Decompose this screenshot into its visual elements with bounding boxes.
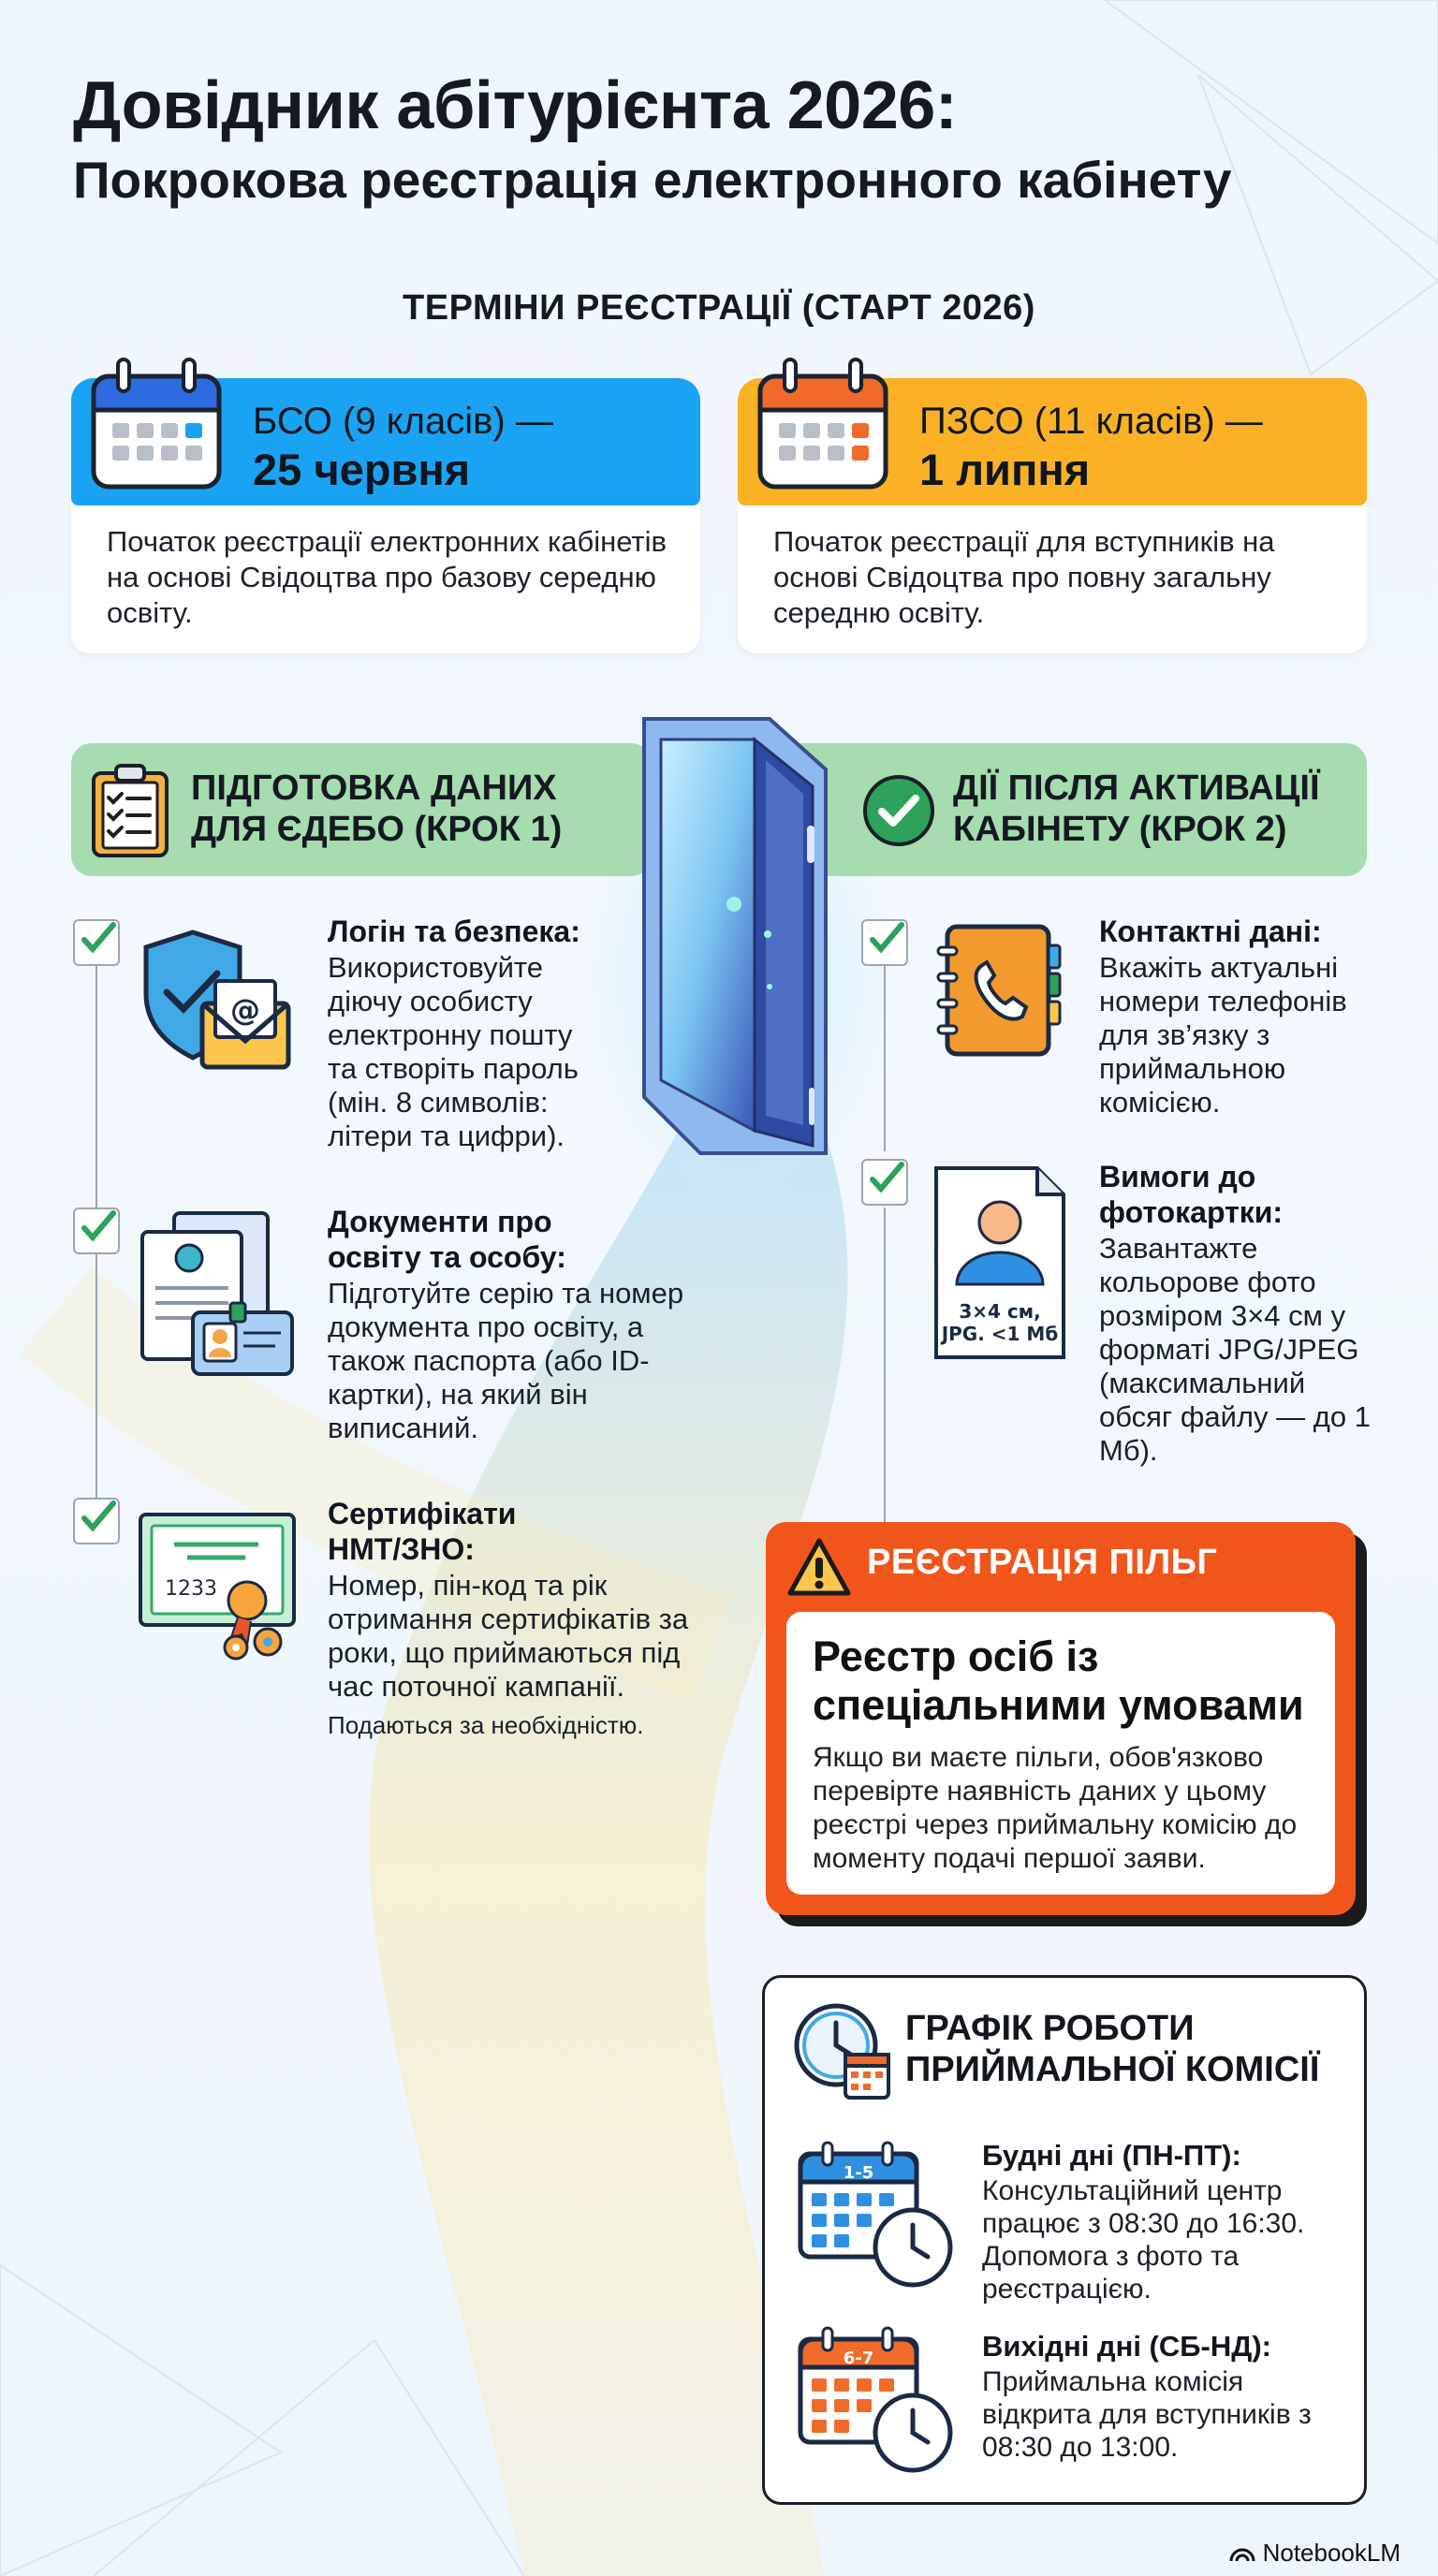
schedule-weekend-text: Приймальна комісія відкрита для вступників з 08:30 до 13:00.: [982, 2366, 1312, 2463]
step1-item1-title: Логін та безпека:: [328, 915, 580, 948]
step1-item3-title-line2: НМТ/ЗНО:: [328, 1532, 475, 1566]
step2-item2-title-line1: Вимоги до: [1099, 1160, 1256, 1193]
certificate-icon: [137, 1511, 301, 1666]
deadlines-section-title: ТЕРМІНИ РЕЄСТРАЦІЇ (СТАРТ 2026): [403, 288, 1035, 328]
timeline-line: [95, 964, 97, 1215]
weekend-calendar-clock-icon: [797, 2326, 956, 2476]
footer-brand-label: NotebookLM: [1262, 2539, 1401, 2567]
deadline-card-pzso-body: [738, 505, 1367, 653]
calendar-icon: [88, 356, 225, 492]
page-title: Довідник абітурієнта 2026:: [73, 68, 958, 143]
step2-title-line1: ДІЇ ПІСЛЯ АКТИВАЦІЇ: [953, 768, 1320, 808]
step2-title-line2: КАБІНЕТУ (КРОК 2): [953, 810, 1287, 849]
deadline-card-bso-header: [71, 378, 700, 505]
step1-title-line1: ПІДГОТОВКА ДАНИХ: [191, 768, 557, 808]
step2-item1-checkbox: [861, 919, 908, 966]
step1-header: [71, 743, 652, 876]
svg-text:JPG. <1 Мб: JPG. <1 Мб: [941, 1323, 1059, 1345]
step2-item1-title: Контактні дані:: [1099, 915, 1322, 948]
open-door-illustration: [629, 713, 831, 1163]
deadline-card-pzso-header: [738, 378, 1367, 505]
shield-email-icon: [139, 927, 294, 1076]
deadline-pzso-label: ПЗСО (11 класів) —: [919, 401, 1263, 442]
step1-item1-checkbox: [73, 919, 120, 966]
svg-text:@: @: [230, 992, 260, 1028]
clock-calendar-icon: [791, 2000, 892, 2101]
schedule-weekdays-text: Консультаційний центр працює з 08:30 до 16:30. Допомога з фото та реєстрацією.: [982, 2175, 1305, 2305]
benefits-label: РЕЄСТРАЦІЯ ПІЛЬГ: [867, 1543, 1218, 1582]
step2-item2-checkbox: [861, 1159, 908, 1206]
step1-title-line2: ДЛЯ ЄДЕБО (КРОК 1): [191, 810, 563, 849]
benefits-registration-card: [766, 1522, 1356, 1915]
deadline-bso-label: БСО (9 класів) —: [253, 401, 553, 442]
benefits-inner-card: [786, 1612, 1335, 1895]
timeline-line: [95, 1254, 97, 1500]
deadline-card-bso-body: [71, 505, 700, 653]
warning-triangle-icon: [786, 1537, 852, 1597]
benefits-heading: Реєстр осіб із спеціальними умовами: [813, 1632, 1304, 1729]
page-subtitle: Покрокова реєстрація електронного кабінету: [73, 151, 1232, 209]
deadline-bso-description: Початок реєстрації електронних кабінетів на основі Свідоцтва про базову середню освіту.: [107, 525, 667, 629]
step1-item3-checkbox: [73, 1498, 120, 1544]
footer-brand: [1229, 2539, 1401, 2568]
step1-item3-note: Подаються за необхідністю.: [328, 1711, 644, 1739]
clipboard-checklist-icon: [90, 762, 170, 859]
svg-text:1233: 1233: [165, 1577, 217, 1601]
benefits-text: Якщо ви маєте пільги, обов'язково перевірте наявність даних у цьому реєстрі через приймальну комісію до моменту подачі першої заяви.: [813, 1742, 1298, 1874]
step2-item2-title-line2: фотокартки:: [1099, 1195, 1284, 1229]
step2-item2-text: Завантажте кольорове фото розміром 3×4 см у форматі JPG/JPEG (максимальний обсяг файлу — до 1 Мб).: [1099, 1232, 1371, 1467]
notebooklm-logo-icon: [1229, 2544, 1255, 2563]
timeline-line: [884, 1208, 886, 1522]
svg-text:6-7: 6-7: [843, 2349, 874, 2368]
svg-text:3×4 см,: 3×4 см,: [959, 1300, 1041, 1323]
check-circle-icon: [861, 773, 936, 848]
calendar-icon: [755, 356, 891, 492]
schedule-title-line2: ПРИЙМАЛЬНОЇ КОМІСІЇ: [905, 2050, 1320, 2089]
photo-file-icon: [932, 1164, 1067, 1361]
step1-item2-title-line1: Документи про: [328, 1205, 552, 1238]
step1-item3-title-line1: Сертифікати: [328, 1497, 517, 1530]
step1-item2-title-line2: освіту та особу:: [328, 1240, 566, 1274]
phone-book-icon: [934, 921, 1064, 1060]
schedule-card: [762, 1975, 1367, 2505]
step2-item1-text: Вкажіть актуальні номери телефонів для зв’язку з приймальною комісією.: [1099, 951, 1347, 1119]
schedule-title-line1: ГРАФІК РОБОТИ: [905, 2009, 1195, 2048]
step1-item2-checkbox: [73, 1208, 120, 1254]
deadline-bso-date: 25 червня: [253, 445, 471, 494]
weekday-calendar-clock-icon: [797, 2141, 956, 2291]
step1-item3-text: Номер, пін-код та рік отримання сертифікатів за роки, що приймаються під час поточної кампанії.: [328, 1569, 689, 1703]
schedule-weekdays-title: Будні дні (ПН-ПТ):: [982, 2139, 1241, 2172]
svg-text:1-5: 1-5: [843, 2163, 874, 2183]
deadline-pzso-description: Початок реєстрації для вступників на основі Свідоцтва про повну загальну середню освіту.: [773, 525, 1275, 629]
documents-id-icon: [137, 1209, 296, 1380]
schedule-weekend-title: Вихідні дні (СБ-НД):: [982, 2330, 1271, 2363]
deadline-pzso-date: 1 липня: [919, 445, 1091, 494]
step1-item1-text: Використовуйте діючу особисту електронну пошту та створіть пароль (мін. 8 символів: літери та цифри).: [328, 951, 579, 1152]
timeline-line: [884, 964, 886, 1151]
step1-item2-text: Підготуйте серію та номер документа про освіту, а також паспорта (або ID-картки), на який він виписаний.: [328, 1277, 684, 1444]
